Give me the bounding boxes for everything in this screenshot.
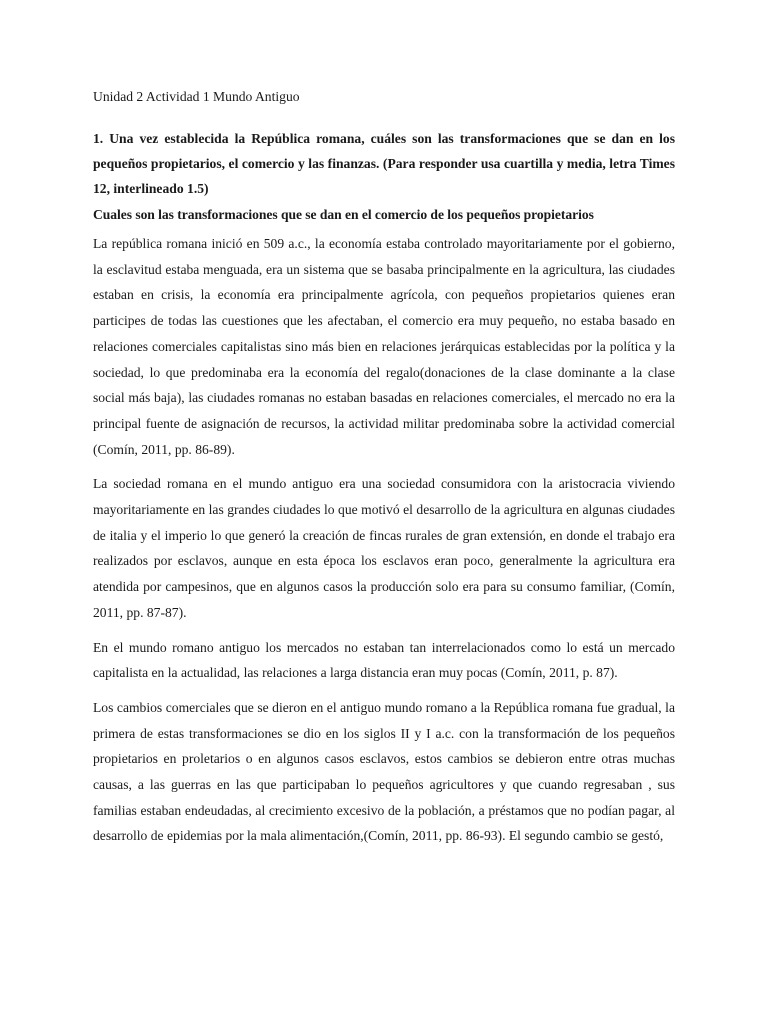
document-heading: Unidad 2 Actividad 1 Mundo Antiguo	[93, 89, 300, 104]
section-subtitle: Cuales son las transformaciones que se dan en el comercio de los pequeños propietarios	[93, 207, 594, 222]
paragraph: La república romana inició en 509 a.c., la economía estaba controlado mayoritariamente por el gobierno, la esclavitud estaba menguada, era un sistema que se basaba principalmente en la agricultura, las ciudades estaban en crisis, la economía era principalmente agrícola, con pequeños propietarios quienes eran participes de todas las cuestiones que les afectaban, el comercio era muy pequeño, no estaba basado en relaciones comerciales capitalistas sino más bien en relaciones jerárquicas establecidas por la política y la sociedad, lo que predominaba era la economía del regalo(donaciones de la clase dominante a la clase social más baja), las ciudades romanas no estaban basadas en relaciones comerciales, el mercado no era la principal fuente de asignación de recursos, la actividad militar predominaba sobre la actividad comercial (Comín, 2011, pp. 86-89).	[93, 236, 675, 457]
paragraph: Los cambios comerciales que se dieron en el antiguo mundo romano a la República romana fue gradual, la primera de estas transformaciones se dio en los siglos II y I a.c. con la transformación de los pequeños propietarios en proletarios o en algunos casos esclavos, estos cambios se debieron entre otras muchas causas, a las guerras en las que participaban lo pequeños agricultores y que cuando regresaban , sus familias estaban endeudadas, al crecimiento excesivo de la población, a préstamos que no podían pagar, al desarrollo de epidemias por la mala alimentación,(Comín, 2011, pp. 86-93). El segundo cambio se gestó,	[93, 699, 675, 844]
question-text: 1. Una vez establecida la República romana, cuáles son las transformaciones que se dan en los pequeños propietarios, el comercio y las finanzas. (Para responder usa cuartilla y media, letra Times 12, interlineado 1.5)	[93, 131, 675, 196]
paragraph: La sociedad romana en el mundo antiguo era una sociedad consumidora con la aristocracia viviendo mayoritariamente en las grandes ciudades lo que motivó el desarrollo de la agricultura en algunas ciudades de italia y el imperio lo que generó la creación de fincas rurales de gran extensión, en donde el trabajo era realizados por esclavos, aunque en esta época los esclavos eran poco, generalmente la agricultura era atendida por campesinos, que en algunos casos la producción solo era para su consumo familiar, (Comín, 2011, pp. 87-87).	[93, 476, 675, 620]
document-page	[93, 82, 675, 858]
paragraph: En el mundo romano antiguo los mercados no estaban tan interrelacionados como lo está un mercado capitalista en la actualidad, las relaciones a larga distancia eran muy pocas (Comín, 2011, p. 87).	[93, 639, 675, 681]
